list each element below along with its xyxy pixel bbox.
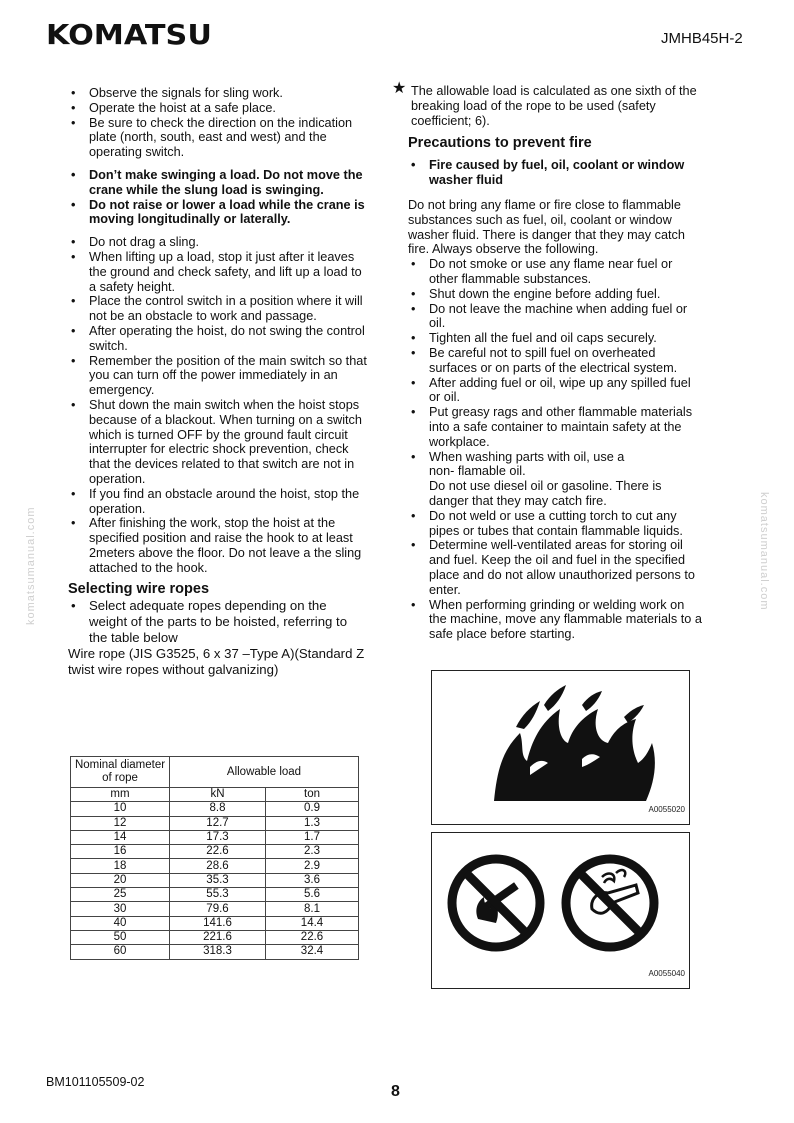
- table-row: 10 8.8 0.9: [71, 802, 359, 816]
- prohibition-figure: [431, 832, 690, 989]
- list-item: • Tighten all the fuel and oil caps securely.: [411, 331, 657, 346]
- prohibition-icons: [432, 833, 689, 988]
- table-row: 18 28.6 2.9: [71, 859, 359, 873]
- list-item: • Do not raise or lower a load while the crane is moving longitudinally or laterally.: [71, 197, 365, 227]
- list-item: • Fire caused by fuel, oil, coolant or window washer fluid: [411, 158, 685, 188]
- list-item: • Operate the hoist at a safe place.: [71, 100, 276, 115]
- table-row: 25 55.3 5.6: [71, 888, 359, 902]
- section-title-fire: Precautions to prevent fire: [408, 135, 592, 152]
- page-number: 8: [391, 1083, 400, 1100]
- left-column: [68, 86, 368, 678]
- rope-bullets: [68, 598, 368, 646]
- fire-cause: [392, 158, 704, 188]
- section-title-wire-ropes: Selecting wire ropes: [68, 580, 210, 597]
- list-item: • Place the control switch in a position where it will not be an obstacle to work and passage.: [71, 294, 363, 324]
- watermark-right: komatsumanual.com: [758, 492, 770, 611]
- list-item: • When lifting up a load, stop it just after it leaves the ground and check safety, and lift up a load to a safety height.: [71, 249, 362, 294]
- table-row: 12 12.7 1.3: [71, 816, 359, 830]
- list-item: • Do not drag a sling.: [71, 235, 200, 250]
- no-smoking-icon: [566, 859, 654, 947]
- sling-bullets-2: [68, 235, 368, 575]
- star-icon: ★: [392, 80, 407, 97]
- no-open-flame-icon: [452, 859, 540, 947]
- list-item: • Put greasy rags and other flammable materials into a safe container to maintain safety at the workplace.: [411, 405, 693, 449]
- list-item: • After operating the hoist, do not swing the control switch.: [71, 323, 365, 353]
- list-item: • Don’t make swinging a load. Do not move the crane while the slung load is swinging.: [71, 167, 363, 197]
- table-row: 40 141.6 14.4: [71, 916, 359, 930]
- allowable-load-note: ★ The allowable load is calculated as one sixth of the breaking load of the rope to be used (safety coefficient; 6).: [392, 80, 697, 128]
- flame-icon: [432, 671, 689, 824]
- list-item: • Be sure to check the direction on the indication plate (north, south, east and west) and the operating switch.: [71, 115, 353, 160]
- table-row: 50 221.6 22.6: [71, 930, 359, 944]
- table-unit-kn: kN: [170, 788, 266, 802]
- rope-note: Wire rope (JIS G3525, 6 x 37 –Type A)(Standard Z twist wire ropes without galvanizing): [68, 645, 365, 677]
- table-row: 16 22.6 2.3: [71, 845, 359, 859]
- watermark-left: komatsumanual.com: [25, 506, 37, 625]
- fire-bullets: [392, 257, 704, 642]
- table-row: 20 35.3 3.6: [71, 873, 359, 887]
- right-column: [392, 80, 704, 642]
- footer-doc-number: BM101105509-02: [46, 1075, 145, 1089]
- list-item: • When performing grinding or welding work on the machine, move any flammable materials to a safe place before starting.: [411, 597, 702, 642]
- sling-warnings: [68, 168, 368, 227]
- table-row: 30 79.6 8.1: [71, 902, 359, 916]
- sling-bullets-1: [68, 86, 368, 160]
- list-item: • Remember the position of the main switch so that you can turn off the power immediately in an emergency.: [71, 353, 367, 398]
- list-item: • After adding fuel or oil, wipe up any spilled fuel or oil.: [411, 375, 691, 405]
- list-item: • Do not weld or use a cutting torch to cut any pipes or tubes that contain flammable liquids.: [411, 508, 683, 538]
- list-item: • When washing parts with oil, use a non- flamable oil. Do not use diesel oil or gasoline. There is danger that they may catch fire.: [411, 449, 662, 508]
- list-item: • Shut down the main switch when the hoist stops because of a blackout. When turning on a switch which is turned OFF by the ground fault circuit interrupter for electric shock prevention, check that the devices related to that switch are not in operation.: [71, 397, 362, 486]
- figure-code-2: A0055040: [648, 969, 685, 978]
- table-unit-mm: mm: [71, 788, 170, 802]
- table-row: 60 318.3 32.4: [71, 945, 359, 959]
- list-item: • Do not leave the machine when adding fuel or oil.: [411, 301, 688, 331]
- komatsu-logo: KOMATSU: [46, 18, 212, 51]
- list-item: • After finishing the work, stop the hoist at the specified position and raise the hook to at least 2meters above the floor. Do not leave a the sling attached to the hook.: [71, 516, 362, 575]
- wire-rope-table: [70, 756, 359, 960]
- table-row: 14 17.3 1.7: [71, 830, 359, 844]
- list-item: • Do not smoke or use any flame near fuel or other flammable substances.: [411, 257, 673, 286]
- list-item: • Select adequate ropes depending on the weight of the parts to be hoisted, referring to the table below: [71, 597, 348, 645]
- fire-intro: Do not bring any flame or fire close to flammable substances such as fuel, oil, coolant or window washer fluid. There is danger that they may catch fire. Always observe the following.: [408, 197, 685, 257]
- list-item: • Observe the signals for sling work.: [71, 86, 283, 100]
- list-item: • If you find an obstacle around the hoist, stop the operation.: [71, 486, 360, 516]
- table-header-allowable-load: Allowable load: [170, 757, 359, 788]
- document-code: JMHB45H-2: [661, 30, 743, 47]
- figure-code-1: A0055020: [648, 805, 685, 814]
- flame-figure: [431, 670, 690, 825]
- table-header-diameter: Nominal diameter of rope: [71, 757, 170, 788]
- list-item: • Shut down the engine before adding fuel.: [411, 286, 661, 301]
- table-unit-ton: ton: [266, 788, 359, 802]
- list-item: • Determine well-ventilated areas for storing oil and fuel. Keep the oil and fuel in the specified place and do not allow unauthorized persons to enter.: [411, 538, 695, 597]
- list-item: • Be careful not to spill fuel on overheated surfaces or on parts of the electrical system.: [411, 345, 678, 375]
